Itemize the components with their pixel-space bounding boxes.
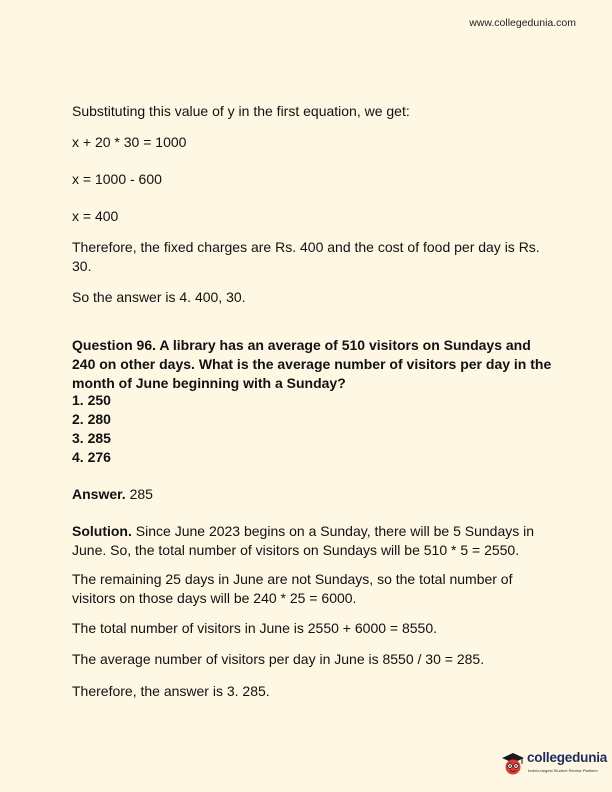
solution-paragraph-5: Therefore, the answer is 3. 285. (72, 683, 270, 699)
option-2: 2. 280 (72, 411, 111, 427)
header-url: www.collegedunia.com (469, 17, 576, 29)
option-1: 1. 250 (72, 392, 111, 408)
graduate-mascot-icon (500, 750, 526, 776)
equation-3: x = 400 (72, 208, 119, 224)
solution-paragraph-1 (72, 522, 552, 560)
previous-conclusion: Therefore, the fixed charges are Rs. 400 and the cost of food per day is Rs. 30. (72, 239, 540, 274)
solution-text-1: Since June 2023 begins on a Sunday, there will be 5 Sundays in June. So, the total number of visitors on Sundays will be 510 * 5 = 2550. (72, 523, 535, 558)
answer-label: Answer. (72, 486, 126, 502)
solution-paragraph-2: The remaining 25 days in June are not Sundays, so the total number of visitors on those days will be 240 * 25 = 6000. (72, 571, 513, 606)
previous-answer-line: So the answer is 4. 400, 30. (72, 289, 246, 305)
solution-paragraph-3: The total number of visitors in June is 2550 + 6000 = 8550. (72, 620, 438, 636)
logo-wordmark: collegedunia (527, 750, 608, 765)
substitution-intro: Substituting this value of y in the first equation, we get: (72, 103, 410, 119)
equation-1: x + 20 * 30 = 1000 (72, 134, 187, 150)
equation-2: x = 1000 - 600 (72, 171, 162, 187)
collegedunia-logo (500, 748, 608, 780)
option-3: 3. 285 (72, 430, 111, 446)
logo-tagline: India's largest Student Review Platform (528, 768, 598, 773)
solution-paragraph-4: The average number of visitors per day in June is 8550 / 30 = 285. (72, 651, 485, 667)
option-4: 4. 276 (72, 449, 111, 465)
question-96-text: Question 96. A library has an average of 510 visitors on Sundays and 240 on other days. What is the average number of visitors per day in the month of June beginning with a Sunday? (72, 337, 552, 391)
solution-label: Solution. (72, 523, 132, 539)
answer-value: 285 (125, 486, 153, 502)
answer-line (72, 485, 153, 504)
